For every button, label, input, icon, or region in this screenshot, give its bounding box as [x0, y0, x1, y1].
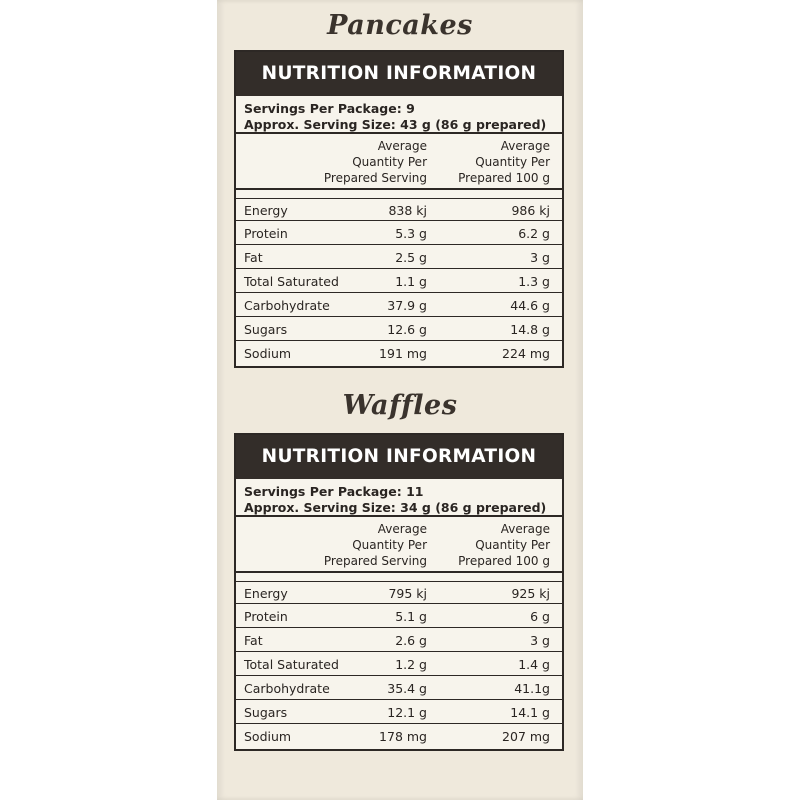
table-row: Protein 5.3 g 6.2 g — [236, 222, 562, 245]
nutrient-rows — [236, 190, 562, 365]
table-row: Total Saturated 1.1 g 1.3 g — [236, 270, 562, 293]
table-row: Fat 2.6 g 3 g — [236, 629, 562, 652]
table-row: Carbohydrate 35.4 g 41.1g — [236, 677, 562, 700]
nutrient-rows — [236, 573, 562, 748]
column-headers — [236, 517, 562, 573]
nutrition-panel-waffles — [234, 433, 564, 751]
column-header-serving: Average Quantity Per Prepared Serving — [323, 522, 427, 568]
table-row: Total Saturated 1.2 g 1.4 g — [236, 653, 562, 676]
column-headers — [236, 134, 562, 190]
table-row: Energy 795 kj 925 kj — [236, 581, 562, 604]
section-title-pancakes: Pancakes — [327, 10, 473, 41]
servings-info — [236, 96, 562, 134]
servings-value: 11 — [406, 484, 424, 499]
servings-info — [236, 479, 562, 517]
column-header-per100: Average Quantity Per Prepared 100 g — [458, 522, 550, 568]
table-row: Sugars 12.6 g 14.8 g — [236, 318, 562, 341]
column-header-per100: Average Quantity Per Prepared 100 g — [458, 139, 550, 185]
serving-size-label: Approx. Serving Size: — [244, 117, 396, 132]
panel-header: NUTRITION INFORMATION — [236, 52, 562, 96]
serving-size-value: 34 g (86 g prepared) — [400, 500, 547, 515]
table-row: Fat 2.5 g 3 g — [236, 246, 562, 269]
section-title-waffles: Waffles — [342, 390, 458, 421]
table-row: Sodium 191 mg 224 mg — [244, 346, 550, 361]
nutrition-panel-pancakes — [234, 50, 564, 368]
table-row: Energy 838 kj 986 kj — [236, 198, 562, 221]
servings-label: Servings Per Package: — [244, 101, 402, 116]
panel-header: NUTRITION INFORMATION — [236, 435, 562, 479]
servings-value: 9 — [406, 101, 415, 116]
table-row: Protein 5.1 g 6 g — [236, 605, 562, 628]
servings-label: Servings Per Package: — [244, 484, 402, 499]
serving-size-value: 43 g (86 g prepared) — [400, 117, 547, 132]
table-row: Sodium 178 mg 207 mg — [244, 729, 550, 744]
table-row: Carbohydrate 37.9 g 44.6 g — [236, 294, 562, 317]
column-header-serving: Average Quantity Per Prepared Serving — [323, 139, 427, 185]
table-row: Sugars 12.1 g 14.1 g — [236, 701, 562, 724]
serving-size-label: Approx. Serving Size: — [244, 500, 396, 515]
